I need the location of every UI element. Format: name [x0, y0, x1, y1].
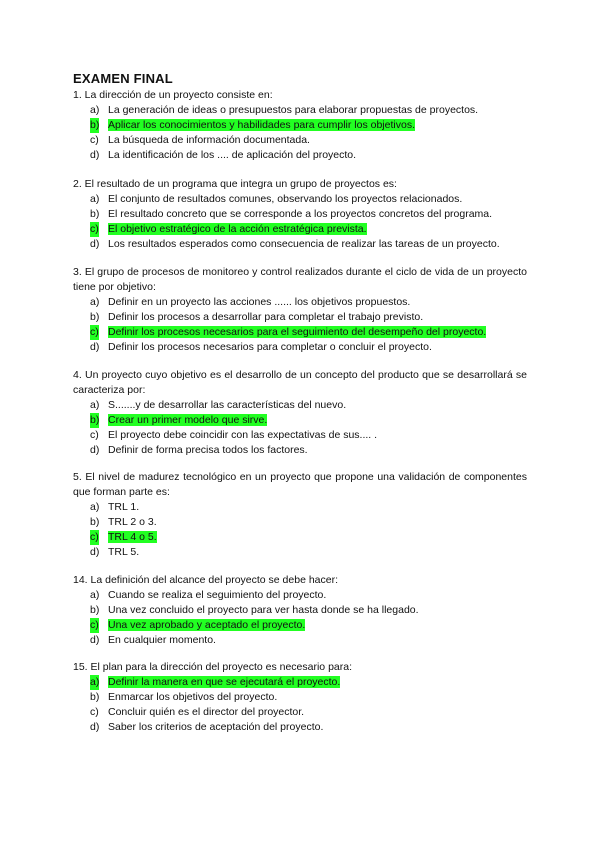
option-text: El objetivo estratégico de la acción estratégica prevista. [108, 223, 367, 235]
option-letter: a) [90, 399, 100, 411]
option-text: Cuando se realiza el seguimiento del proyecto. [108, 589, 327, 601]
question-15 [73, 660, 527, 735]
question-5 [73, 470, 527, 560]
option-c-correct [73, 530, 527, 545]
option-a [73, 500, 527, 515]
option-c-correct [73, 325, 527, 340]
option-a [73, 192, 527, 207]
option-b [73, 603, 527, 618]
option-letter: b) [90, 691, 100, 703]
option-letter: b) [90, 311, 100, 323]
option-b-correct [73, 118, 527, 133]
option-letter: b) [90, 414, 100, 426]
option-a [73, 588, 527, 603]
option-letter: b) [90, 516, 100, 528]
option-b [73, 690, 527, 705]
option-text: El conjunto de resultados comunes, observando los proyectos relacionados. [108, 193, 463, 205]
option-d [73, 443, 527, 458]
option-text: La identificación de los .... de aplicación del proyecto. [108, 149, 357, 161]
option-text: La búsqueda de información documentada. [108, 134, 310, 146]
options-list [73, 588, 527, 648]
option-letter: a) [90, 676, 100, 688]
option-letter: b) [90, 604, 100, 616]
question-stem: 14. La definición del alcance del proyecto se debe hacer: [73, 574, 339, 586]
option-text: Aplicar los conocimientos y habilidades para cumplir los objetivos. [108, 119, 415, 131]
option-letter: d) [90, 634, 100, 646]
options-list [73, 398, 527, 458]
question-stem: 15. El plan para la dirección del proyecto es necesario para: [73, 661, 352, 673]
option-letter: b) [90, 119, 100, 131]
option-letter: c) [90, 223, 99, 235]
option-text: Una vez aprobado y aceptado el proyecto. [108, 619, 306, 631]
option-text: TRL 1. [108, 501, 140, 513]
option-text: Enmarcar los objetivos del proyecto. [108, 691, 278, 703]
option-text: Definir de forma precisa todos los factores. [108, 444, 308, 456]
option-a [73, 398, 527, 413]
option-letter: a) [90, 193, 100, 205]
option-a [73, 103, 527, 118]
option-d [73, 545, 527, 560]
question-stem: 3. El grupo de procesos de monitoreo y control realizados durante el ciclo de vida de un proyecto tiene por objetivo: [73, 266, 527, 293]
option-letter: c) [90, 619, 99, 631]
option-letter: d) [90, 721, 100, 733]
option-text: En cualquier momento. [108, 634, 216, 646]
option-d [73, 633, 527, 648]
question-stem: 2. El resultado de un programa que integra un grupo de proyectos es: [73, 178, 397, 190]
option-a [73, 295, 527, 310]
question-2 [73, 177, 527, 252]
option-text: S.......y de desarrollar las características del nuevo. [108, 399, 347, 411]
option-letter: c) [90, 706, 99, 718]
question-4 [73, 368, 527, 458]
option-text: TRL 2 o 3. [108, 516, 157, 528]
option-b-correct [73, 413, 527, 428]
options-list [73, 675, 527, 735]
option-d [73, 720, 527, 735]
option-letter: c) [90, 134, 99, 146]
option-letter: a) [90, 501, 100, 513]
option-c [73, 428, 527, 443]
options-list [73, 192, 527, 252]
question-1 [73, 88, 527, 163]
option-text: El resultado concreto que se corresponde a los proyectos concretos del programa. [108, 208, 493, 220]
option-text: TRL 5. [108, 546, 140, 558]
question-stem: 4. Un proyecto cuyo objetivo es el desarrollo de un concepto del producto que se desarrollará se caracteriza por: [73, 369, 527, 396]
question-3 [73, 265, 527, 355]
options-list [73, 295, 527, 355]
option-letter: d) [90, 149, 100, 161]
option-text: Concluir quién es el director del proyector. [108, 706, 305, 718]
option-text: Definir los procesos necesarios para completar o concluir el proyecto. [108, 341, 432, 353]
option-c [73, 705, 527, 720]
option-text: Definir los procesos necesarios para el seguimiento del desempeño del proyecto. [108, 326, 487, 338]
options-list [73, 500, 527, 560]
option-letter: c) [90, 326, 99, 338]
option-text: Los resultados esperados como consecuencia de realizar las tareas de un proyecto. [108, 238, 500, 250]
option-letter: d) [90, 444, 100, 456]
option-letter: a) [90, 104, 100, 116]
option-c [73, 133, 527, 148]
option-b [73, 207, 527, 222]
option-text: Crear un primer modelo que sirve. [108, 414, 268, 426]
option-d [73, 148, 527, 163]
option-c-correct [73, 222, 527, 237]
option-text: TRL 4 o 5. [108, 531, 157, 543]
option-c-correct [73, 618, 527, 633]
option-text: Definir la manera en que se ejecutará el proyecto. [108, 676, 341, 688]
option-letter: a) [90, 589, 100, 601]
option-b [73, 310, 527, 325]
option-a-correct [73, 675, 527, 690]
option-text: Una vez concluido el proyecto para ver hasta donde se ha llegado. [108, 604, 419, 616]
option-text: Definir los procesos a desarrollar para completar el trabajo previsto. [108, 311, 424, 323]
options-list [73, 103, 527, 163]
option-d [73, 237, 527, 252]
option-letter: a) [90, 296, 100, 308]
question-14 [73, 573, 527, 648]
option-letter: b) [90, 208, 100, 220]
option-text: Definir en un proyecto las acciones ...... los objetivos propuestos. [108, 296, 411, 308]
option-letter: d) [90, 341, 100, 353]
option-text: Saber los criterios de aceptación del proyecto. [108, 721, 324, 733]
question-stem: 1. La dirección de un proyecto consiste en: [73, 89, 273, 101]
option-b [73, 515, 527, 530]
page-title: EXAMEN FINAL [73, 71, 173, 86]
option-letter: c) [90, 531, 99, 543]
option-letter: d) [90, 546, 100, 558]
option-text: La generación de ideas o presupuestos para elaborar propuestas de proyectos. [108, 104, 479, 116]
option-d [73, 340, 527, 355]
option-letter: d) [90, 238, 100, 250]
option-letter: c) [90, 429, 99, 441]
question-stem: 5. El nivel de madurez tecnológico en un proyecto que propone una validación de componentes que forman parte es: [73, 471, 527, 498]
option-text: El proyecto debe coincidir con las expectativas de sus.... . [108, 429, 378, 441]
